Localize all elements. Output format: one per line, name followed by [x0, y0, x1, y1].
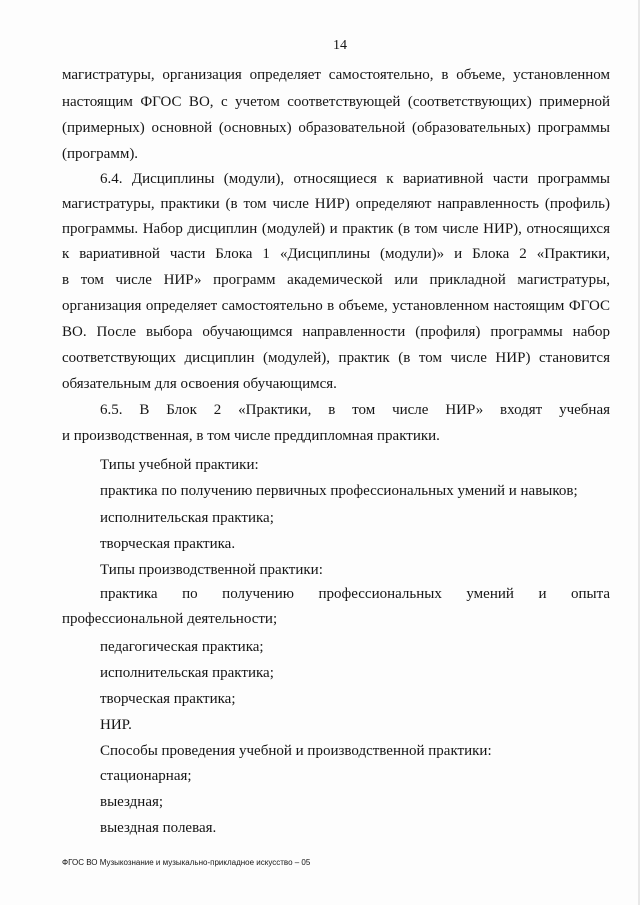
- text-line: Типы учебной практики:: [100, 457, 259, 473]
- page-number: 14: [333, 38, 347, 53]
- list-item: выездная;: [100, 794, 164, 810]
- text-line: профессиональной деятельности;: [62, 611, 278, 627]
- text-line: программы. Набор дисциплин (модулей) и практик (в том числе НИР), относящихся: [62, 221, 610, 237]
- text-line: магистратуры, организация определяет самостоятельно, в объеме, установленном: [62, 67, 610, 83]
- text-line: организация определяет самостоятельно в объеме, установленном настоящим ФГОС: [62, 298, 610, 314]
- text-line: и производственная, в том числе преддипломная практики.: [62, 428, 440, 444]
- list-item: исполнительская практика;: [100, 510, 274, 526]
- text-line: 6.4. Дисциплины (модули), относящиеся к вариативной части программы: [100, 171, 610, 187]
- list-item: творческая практика;: [100, 691, 236, 707]
- list-item: практика по получению профессиональных умений и опыта: [100, 586, 610, 602]
- text-line: Типы производственной практики:: [100, 562, 323, 578]
- text-line: соответствующих дисциплин (модулей), практик (в том числе НИР) становится: [62, 350, 610, 366]
- list-item: педагогическая практика;: [100, 639, 264, 655]
- list-item: практика по получению первичных профессиональных умений и навыков;: [100, 483, 578, 499]
- list-item: НИР.: [100, 717, 132, 733]
- text-line: настоящим ФГОС ВО, с учетом соответствующей (соответствующих) примерной: [62, 94, 610, 110]
- text-line: (примерных) основной (основных) образовательной (образовательных) программы: [62, 120, 610, 136]
- text-line: (программ).: [62, 146, 139, 162]
- text-line: магистратуры, практики (в том числе НИР) определяют направленность (профиль): [62, 196, 610, 212]
- list-item: стационарная;: [100, 768, 192, 784]
- text-line: в том числе НИР» программ академической или прикладной магистратуры,: [62, 272, 610, 288]
- text-line: обязательным для освоения обучающимся.: [62, 376, 337, 392]
- text-line: 6.5. В Блок 2 «Практики, в том числе НИР» входят учебная: [100, 402, 610, 418]
- text-line: ВО. После выбора обучающимся направленности (профиля) программы набор: [62, 324, 610, 340]
- list-item: исполнительская практика;: [100, 665, 274, 681]
- text-line: к вариативной части Блока 1 «Дисциплины (модули)» и Блока 2 «Практики,: [62, 246, 610, 262]
- text-line: Способы проведения учебной и производственной практики:: [100, 743, 492, 759]
- list-item: творческая практика.: [100, 536, 236, 552]
- list-item: выездная полевая.: [100, 820, 217, 836]
- page-footer: ФГОС ВО Музыкознание и музыкально-прикладное искусство – 05: [62, 858, 311, 867]
